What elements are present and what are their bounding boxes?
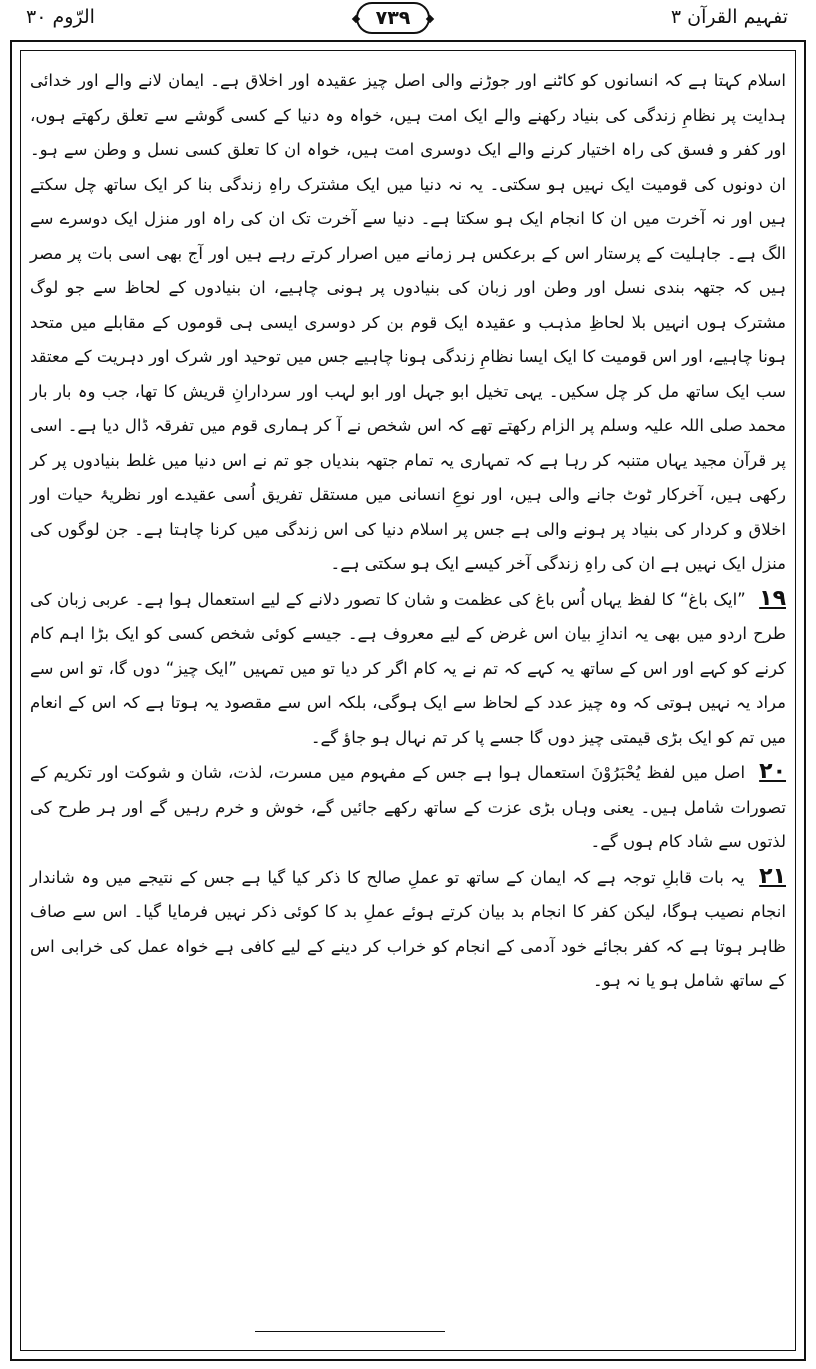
paragraph [30, 64, 786, 582]
footnote-number: ۲۰ [759, 759, 787, 784]
footnote-text: ”ایک باغ“ کا لفظ یہاں اُس باغ کی عظمت و شان کا تصور دلانے کے لیے استعمال ہوا ہے۔ عربی زبان کی طرح اردو میں بھی یہ اندازِ بیان اس غرض کے لیے معروف ہے۔ جیسے کوئی شخص کسی کو ایک بڑا اہم کام کرنے کو کہے اور اس کے ساتھ یہ کہے کہ تم نے یہ کام اگر کر دیا تو میں تمہیں ”ایک چیز“ دوں گا، تو اس سے مراد یہ نہیں ہوتی کہ وہ چیز عدد کے لحاظ سے ایک ہوگی، بلکہ اس سے مقصود یہ ہوتا ہے کہ اس کے انعام میں تم کو ایک بڑی قیمتی چیز دوں گا جسے پا کر تم نہال ہو جاؤ گے۔ [30, 589, 786, 747]
footnote-text: یہ بات قابلِ توجہ ہے کہ ایمان کے ساتھ تو عملِ صالح کا ذکر کیا گیا ہے جس کے نتیجے میں وہ شاندار انجام نصیب ہوگا، لیکن کفر کا انجام بد بیان کرتے ہوئے عملِ بد کا کوئی ذکر نہیں فرمایا گیا۔ اس سے صاف ظاہر ہوتا ہے کہ کفر بجائے خود آدمی کے انجام کو خراب کر دینے کے لیے کافی ہے خواہ عمل کی خرابی اس کے ساتھ شامل ہو یا نہ ہو۔ [30, 867, 786, 990]
footnote-21 [30, 860, 786, 999]
surah-name: الرّوم ۳۰ [26, 6, 95, 28]
footnote-19 [30, 582, 786, 756]
footnote-number: ۱۹ [759, 585, 786, 611]
footnote-number: ۲۱ [759, 863, 786, 889]
footnote-20 [30, 755, 786, 860]
book-title: تفہیم القرآن ۳ [670, 6, 788, 28]
page-number: ۷۳۹ [356, 2, 430, 34]
page-header [0, 0, 816, 40]
footnote-text: اصل میں لفظ یُحْبَرُوْنَ استعمال ہوا ہے جس کے مفہوم میں مسرت، لذت، شان و شوکت اور تکریم کے تصورات شامل ہیں۔ یعنی وہاں بڑی عزت کے ساتھ رکھے جائیں گے، خوش و خرم رہیں گے اور ہر طرح کی لذتوں سے شاد کام ہوں گے۔ [30, 763, 786, 851]
commentary-text [30, 64, 786, 1334]
end-rule [255, 1331, 445, 1332]
paragraph-text: اسلام کہتا ہے کہ انسانوں کو کاٹنے اور جوڑنے والی اصل چیز عقیدہ اور اخلاق ہے۔ ایمان لانے والے اور خدائی ہدایت پر نظامِ زندگی کی بنیاد رکھنے والے ایک امت ہیں، خواہ وہ دنیا کے کسی گوشے سے تعلق رکھتے ہوں، اور کفر و فسق کی راہ اختیار کرنے والے ایک دوسری امت ہیں، خواہ ان کا تعلق کسی نسل و وطن سے ہو۔ ان دونوں کی قومیت ایک نہیں ہو سکتی۔ یہ نہ دنیا میں ایک مشترک راہِ زندگی بنا کر ایک ساتھ چل سکتے ہیں اور نہ آخرت میں ان کا انجام ایک ہو سکتا ہے۔ دنیا سے آخرت تک ان کی راہ اور منزل ایک دوسرے سے الگ ہے۔ جاہلیت کے پرستار اس کے برعکس ہر زمانے میں اصرار کرتے رہے ہیں اور آج بھی اسی بات پر مصر ہیں کہ جتھہ بندی نسل اور وطن اور زبان کی بنیادوں پر ہونی چاہیے، ان بنیادوں کے لحاظ سے جو لوگ مشترک ہوں انہیں بلا لحاظِ مذہب و عقیدہ ایک قوم بن کر دوسری ایسی ہی قوموں کے مقابلے میں متحد ہونا چاہیے، اور اس قومیت کا ایک ایسا نظامِ زندگی ہونا چاہیے جس میں توحید اور شرک اور دہریت کے معتقد سب ایک ساتھ مل کر چل سکیں۔ یہی تخیل ابو جہل اور ابو لہب اور سردارانِ قریش کا تھا، جب وہ بار بار محمد صلی اللہ علیہ وسلم پر الزام رکھتے تھے کہ اس شخص نے آ کر ہماری قوم میں تفرقہ ڈال دیا ہے۔ اسی پر قرآن مجید یہاں متنبہ کر رہا ہے کہ تمہاری یہ تمام جتھہ بندیاں جو تم نے اس دنیا میں غلط بنیادوں پر کر رکھی ہیں، آخرکار ٹوٹ جانے والی ہیں، اور نوعِ انسانی میں مستقل تفریق اُسی عقیدے اور نظریۂ حیات اور اخلاق و کردار کی بنیاد پر ہونے والی ہے جس پر اسلام دنیا کی اس زندگی میں کرنا چاہتا ہے۔ جن لوگوں کی منزل ایک نہیں ہے ان کی راہِ زندگی آخر کیسے ایک ہو سکتی ہے۔ [30, 71, 786, 573]
